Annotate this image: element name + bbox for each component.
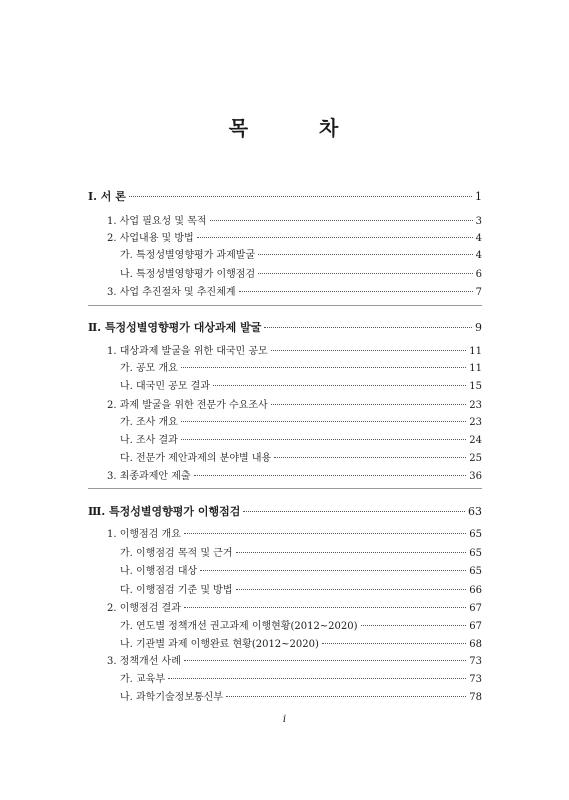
toc-dot-leader bbox=[264, 327, 472, 328]
toc-subsection-entry[interactable] bbox=[120, 581, 482, 596]
toc-entry-page: 68 bbox=[469, 639, 482, 650]
toc-dot-leader bbox=[181, 367, 466, 368]
toc-dot-leader bbox=[239, 291, 473, 292]
toc-subsection-entry[interactable] bbox=[120, 246, 482, 261]
toc-dot-leader bbox=[361, 625, 467, 626]
page-number: i bbox=[282, 714, 287, 725]
toc-section-entry[interactable] bbox=[107, 396, 482, 411]
toc-entry-page: 23 bbox=[469, 400, 482, 411]
toc-section-entry[interactable] bbox=[107, 599, 482, 614]
toc-entry-label: 2. 이행점검 결과 bbox=[107, 603, 181, 614]
page-title-part1: 목 bbox=[228, 116, 251, 140]
toc-entry-label: 가. 연도별 정책개선 권고과제 이행현황(2012~2020) bbox=[120, 621, 358, 632]
toc-entry-label: 나. 과학기술정보통신부 bbox=[120, 692, 223, 703]
toc-entry-label: 다. 전문가 제안과제의 분야별 내용 bbox=[120, 453, 272, 464]
toc-dot-leader bbox=[271, 350, 467, 351]
toc-dot-leader bbox=[213, 385, 466, 386]
toc-entry-label: 가. 이행점검 목적 및 근거 bbox=[120, 548, 233, 559]
toc-dot-leader bbox=[184, 607, 466, 608]
toc-entry-page: 73 bbox=[469, 674, 482, 685]
toc-entry-label: 3. 최종과제안 제출 bbox=[107, 471, 191, 482]
toc-dot-leader bbox=[168, 678, 466, 679]
toc-entry-label: 2. 과제 발굴을 위한 전문가 수요조사 bbox=[107, 400, 268, 411]
toc-entry-page: 66 bbox=[469, 585, 482, 596]
toc-subsection-entry[interactable] bbox=[120, 562, 482, 577]
toc-dot-leader bbox=[236, 552, 467, 553]
toc-entry-label: 가. 조사 개요 bbox=[120, 417, 178, 428]
chapter-divider bbox=[88, 488, 482, 489]
toc-entry-label: 나. 이행점검 대상 bbox=[120, 566, 198, 577]
toc-dot-leader bbox=[258, 254, 473, 255]
toc-dot-leader bbox=[194, 475, 467, 476]
toc-entry-label: 나. 대국민 공모 결과 bbox=[120, 381, 210, 392]
toc-dot-leader bbox=[129, 196, 472, 197]
toc-subsection-entry[interactable] bbox=[120, 449, 482, 464]
toc-entry-page: 11 bbox=[469, 363, 482, 374]
toc-entry-page: 15 bbox=[469, 381, 482, 392]
toc-section-entry[interactable] bbox=[107, 467, 482, 482]
toc-subsection-entry[interactable] bbox=[120, 359, 482, 374]
toc-dot-leader bbox=[184, 660, 466, 661]
chapter-divider bbox=[88, 305, 482, 306]
toc-entry-label: 가. 교육부 bbox=[120, 674, 165, 685]
toc-entry-page: 23 bbox=[469, 417, 482, 428]
toc-entry-label: Ⅱ. 특정성별영향평가 대상과제 발굴 bbox=[88, 321, 262, 334]
toc-subsection-entry[interactable] bbox=[120, 544, 482, 559]
toc-entry-page: 11 bbox=[469, 346, 482, 357]
toc-entry-page: 65 bbox=[469, 566, 482, 577]
toc-section-entry[interactable] bbox=[107, 525, 482, 540]
toc-entry-label: 가. 특정성별영향평가 과제발굴 bbox=[120, 250, 256, 261]
toc-chapter-entry[interactable] bbox=[88, 319, 482, 335]
toc-entry-label: 1. 대상과제 발굴을 위한 대국민 공모 bbox=[107, 346, 268, 357]
toc-section-entry[interactable] bbox=[107, 652, 482, 667]
toc-entry-page: 65 bbox=[469, 548, 482, 559]
toc-section-entry[interactable] bbox=[107, 212, 482, 227]
toc-entry-label: 3. 정책개선 사례 bbox=[107, 656, 181, 667]
toc-subsection-entry[interactable] bbox=[120, 265, 482, 280]
toc-entry-page: 36 bbox=[469, 471, 482, 482]
toc-dot-leader bbox=[274, 457, 466, 458]
toc-entry-label: Ⅲ. 특정성별영향평가 이행점검 bbox=[88, 505, 241, 518]
toc-dot-leader bbox=[181, 439, 466, 440]
toc-section-entry[interactable] bbox=[107, 229, 482, 244]
toc-entry-page: 63 bbox=[468, 505, 482, 518]
toc-entry-page: 67 bbox=[469, 603, 482, 614]
toc-chapter-entry[interactable] bbox=[88, 188, 482, 204]
toc-entry-label: 1. 사업 필요성 및 목적 bbox=[107, 216, 207, 227]
toc-entry-page: 3 bbox=[475, 216, 482, 227]
toc-chapter-entry[interactable] bbox=[88, 503, 482, 519]
toc-entry-page: 7 bbox=[475, 287, 482, 298]
toc-subsection-entry[interactable] bbox=[120, 688, 482, 703]
toc-entry-page: 6 bbox=[475, 269, 482, 280]
toc-entry-page: 78 bbox=[469, 692, 482, 703]
toc-subsection-entry[interactable] bbox=[120, 670, 482, 685]
toc-entry-page: 67 bbox=[469, 621, 482, 632]
toc-subsection-entry[interactable] bbox=[120, 377, 482, 392]
toc-dot-leader bbox=[184, 533, 466, 534]
toc-dot-leader bbox=[210, 220, 473, 221]
toc-dot-leader bbox=[243, 511, 465, 512]
page-title bbox=[0, 112, 569, 141]
toc-subsection-entry[interactable] bbox=[120, 617, 482, 632]
toc-entry-label: Ⅰ. 서 론 bbox=[88, 190, 126, 203]
toc-dot-leader bbox=[200, 570, 466, 571]
toc-entry-label: 나. 조사 결과 bbox=[120, 435, 178, 446]
toc-subsection-entry[interactable] bbox=[120, 635, 482, 650]
toc-subsection-entry[interactable] bbox=[120, 431, 482, 446]
toc-entry-page: 4 bbox=[475, 250, 482, 261]
toc-entry-label: 나. 특정성별영향평가 이행점검 bbox=[120, 269, 256, 280]
toc-entry-label: 나. 기관별 과제 이행완료 현황(2012~2020) bbox=[120, 639, 319, 650]
toc-entry-page: 4 bbox=[475, 233, 482, 244]
toc-entry-page: 73 bbox=[469, 656, 482, 667]
toc-entry-label: 2. 사업내용 및 방법 bbox=[107, 233, 194, 244]
toc-entry-page: 24 bbox=[469, 435, 482, 446]
toc-entry-page: 25 bbox=[469, 453, 482, 464]
toc-dot-leader bbox=[197, 237, 473, 238]
toc-dot-leader bbox=[226, 696, 466, 697]
page-title-part2: 차 bbox=[318, 116, 341, 140]
toc-section-entry[interactable] bbox=[107, 342, 482, 357]
toc-dot-leader bbox=[258, 273, 473, 274]
toc-entry-label: 1. 이행점검 개요 bbox=[107, 529, 181, 540]
toc-entry-page: 9 bbox=[475, 321, 482, 334]
toc-dot-leader bbox=[236, 589, 467, 590]
toc-section-entry[interactable] bbox=[107, 283, 482, 298]
toc-entry-page: 1 bbox=[475, 190, 482, 203]
toc-dot-leader bbox=[181, 421, 466, 422]
toc-entry-label: 3. 사업 추진절차 및 추진체계 bbox=[107, 287, 236, 298]
toc-subsection-entry[interactable] bbox=[120, 413, 482, 428]
toc-entry-page: 65 bbox=[469, 529, 482, 540]
toc-dot-leader bbox=[322, 643, 466, 644]
toc-dot-leader bbox=[271, 404, 467, 405]
toc-entry-label: 가. 공모 개요 bbox=[120, 363, 178, 374]
toc-entry-label: 다. 이행점검 기준 및 방법 bbox=[120, 585, 233, 596]
